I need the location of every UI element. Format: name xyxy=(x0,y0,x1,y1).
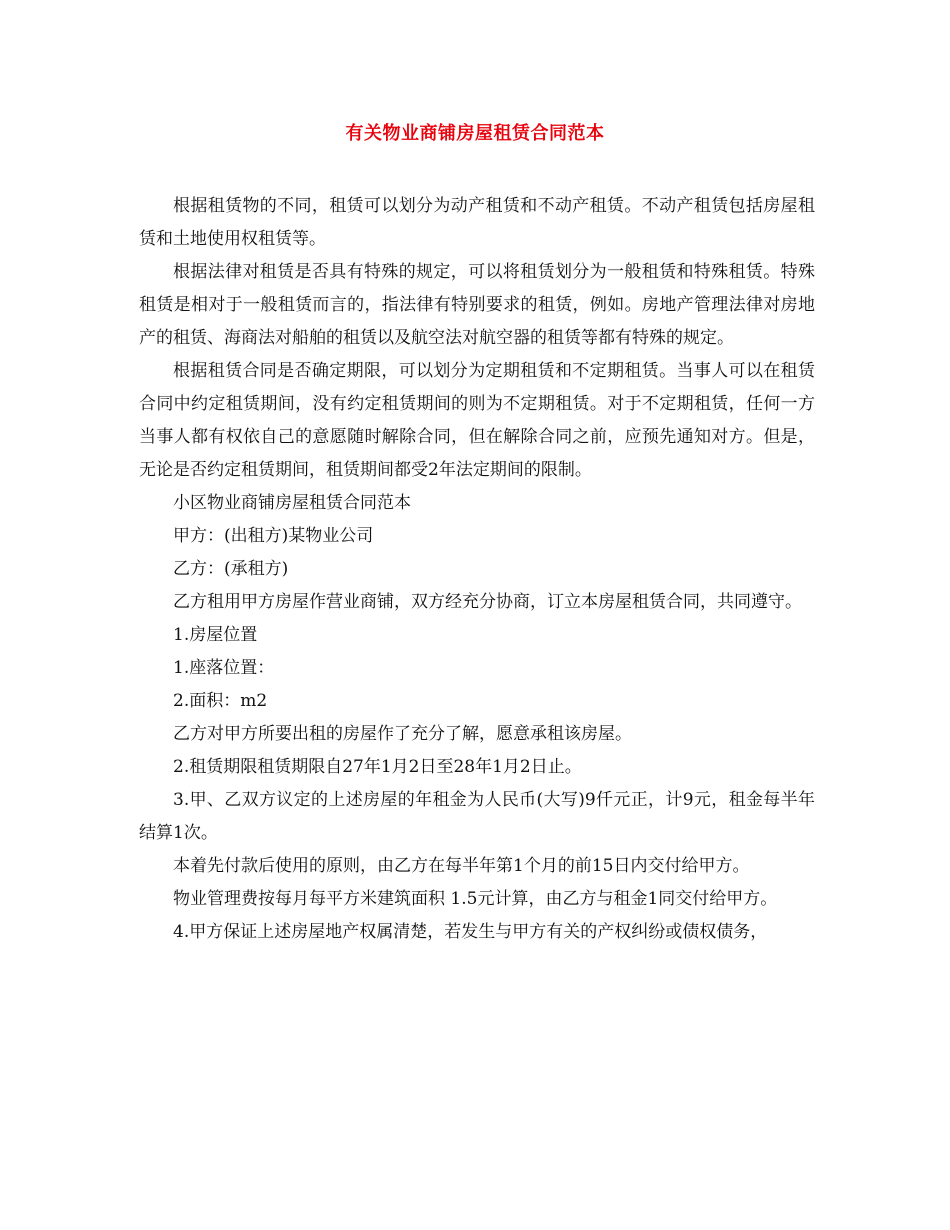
paragraph-party-b: 乙方：(承租方) xyxy=(173,559,289,579)
paragraph-area: 2.面积：m2 xyxy=(173,691,268,711)
paragraph-party-a: 甲方：(出租方)某物业公司 xyxy=(173,526,374,546)
paragraph-payment: 本着先付款后使用的原则，由乙方在每半年第1个月的前15日内交付给甲方。 xyxy=(173,856,750,876)
paragraph-rent: 3.甲、乙双方议定的上述房屋的年租金为人民币(大写)9仟元正，计9元，租金每半年结算1次。 xyxy=(139,790,815,843)
paragraph-ownership: 4.甲方保证上述房屋地产权属清楚，若发生与甲方有关的产权纠纷或债权债务， xyxy=(173,922,768,942)
document-title: 有关物业商铺房屋租赁合同范本 xyxy=(345,123,605,144)
paragraph-lease-types: 根据租赁物的不同，租赁可以划分为动产租赁和不动产租赁。不动产租赁包括房屋租赁和土地使用权租赁等。 xyxy=(139,196,815,249)
document-body xyxy=(139,190,815,949)
paragraph-understanding: 乙方对甲方所要出租的房屋作了充分了解，愿意承租该房屋。 xyxy=(173,724,632,744)
paragraph-management-fee: 物业管理费按每月每平方米建筑面积 1.5元计算，由乙方与租金1同交付给甲方。 xyxy=(173,889,778,909)
paragraph-house-location: 1.房屋位置 xyxy=(173,625,258,645)
paragraph-address: 1.座落位置： xyxy=(173,658,275,678)
paragraph-agreement: 乙方租用甲方房屋作营业商铺，双方经充分协商，订立本房屋租赁合同，共同遵守。 xyxy=(173,592,802,612)
paragraph-contract-heading: 小区物业商铺房屋租赁合同范本 xyxy=(173,493,411,513)
paragraph-lease-period: 2.租赁期限租赁期限自27年1月2日至28年1月2日止。 xyxy=(173,757,582,777)
paragraph-special-lease: 根据法律对租赁是否具有特殊的规定，可以将租赁划分为一般租赁和特殊租赁。特殊租赁是相对于一般租赁而言的，指法律有特别要求的租赁，例如。房地产管理法律对房地产的租赁、海商法对船舶的租赁以及航空法对航空器的租赁等都有特殊的规定。 xyxy=(139,262,815,348)
paragraph-lease-term: 根据租赁合同是否确定期限，可以划分为定期租赁和不定期租赁。当事人可以在租赁合同中约定租赁期间，没有约定租赁期间的则为不定期租赁。对于不定期租赁，任何一方当事人都有权依自己的意愿随时解除合同，但在解除合同之前，应预先通知对方。但是，无论是否约定租赁期间，租赁期间都受2年法定期间的限制。 xyxy=(139,361,815,480)
